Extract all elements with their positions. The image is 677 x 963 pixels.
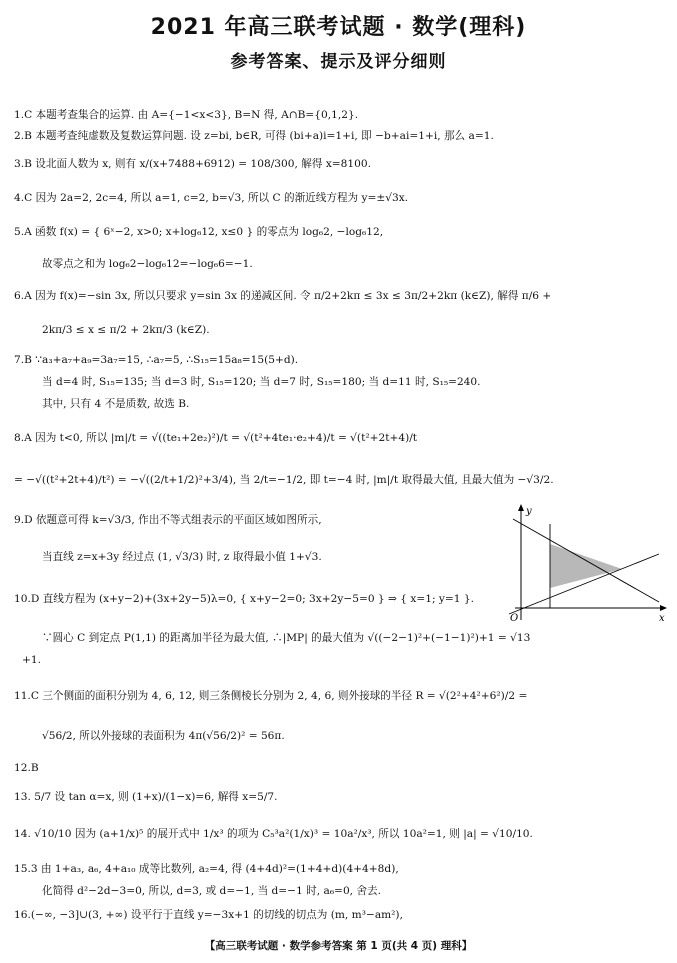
page-subtitle: 参考答案、提示及评分细则 [230,52,447,72]
answer-line-9b: 当直线 z=x+3y 经过点 (1, √3/3) 时, z 取得最小值 1+√3. [42,551,322,563]
answer-line-7c: 其中, 只有 4 不是质数, 故选 B. [42,398,190,410]
answer-line-1: 1.C 本题考查集合的运算. 由 A={−1<x<3}, B=N 得, A∩B={0,1,2}. [14,109,359,121]
page-title: 2021 年高三联考试题 · 数学(理科) [150,15,527,40]
answer-line-8b: = −√((t²+2t+4)/t²) = −√((2/t+1/2)²+3/4), 当 2/t=−1/2, 即 t=−4 时, |m|/t 取得最大值, 且最大值为 −√3/2. [14,474,554,486]
x-axis-arrow [660,605,667,611]
answer-line-10: 10.D 直线方程为 (x+y−2)+(3x+2y−5)λ=0, { x+y−2=0; 3x+2y−5=0 } ⇒ { x=1; y=1 }. [14,593,474,605]
answer-line-4: 4.C 因为 2a=2, 2c=4, 所以 a=1, c=2, b=√3, 所以 C 的渐近线方程为 y=±√3x. [14,192,409,204]
boundary-line-1 [513,519,659,602]
answer-line-14: 14. √10/10 因为 (a+1/x)⁵ 的展开式中 1/x³ 的项为 C₅³a²(1/x)³ = 10a²/x³, 所以 10a²=1, 则 |a| = √10/10. [14,828,533,840]
feasible-region-figure [507,504,667,624]
y-axis-arrow [518,504,524,511]
page-footer: 【高三联考试题 · 数学参考答案 第 1 页(共 4 页) 理科】 [204,940,473,952]
y-axis-label: y [526,506,532,517]
answer-line-2: 2.B 本题考查纯虚数及复数运算问题. 设 z=bi, b∈R, 可得 (bi+a)i=1+i, 即 −b+ai=1+i, 那么 a=1. [14,130,494,142]
answer-line-3: 3.B 设北面人数为 x, 则有 x/(x+7488+6912) = 108/300, 解得 x=8100. [14,158,372,170]
origin-label: O [510,613,519,624]
answer-line-13: 13. 5/7 设 tan α=x, 则 (1+x)/(1−x)=6, 解得 x=5/7. [14,791,278,803]
answer-line-6b: 2kπ/3 ≤ x ≤ π/2 + 2kπ/3 (k∈Z). [42,324,210,336]
answer-line-9: 9.D 依题意可得 k=√3/3, 作出不等式组表示的平面区域如图所示, [14,514,322,526]
answer-line-10c: +1. [22,654,41,666]
answer-line-12: 12.B [14,762,39,774]
answer-line-8: 8.A 因为 t<0, 所以 |m|/t = √((te₁+2e₂)²)/t = √(t²+4te₁·e₂+4)/t = √(t²+2t+4)/t [14,432,418,444]
answer-line-11: 11.C 三个侧面的面积分别为 4, 6, 12, 则三条侧棱长分别为 2, 4, 6, 则外接球的半径 R = √(2²+4²+6²)/2 = [14,690,528,702]
answer-line-5b: 故零点之和为 log₆2−log₆12=−log₆6=−1. [42,258,253,270]
shaded-region [550,544,622,588]
answer-line-15: 15.3 由 1+a₃, a₆, 4+a₁₀ 成等比数列, a₂=4, 得 (4+4d)²=(1+4+d)(4+4+8d), [14,863,399,875]
answer-line-7b: 当 d=4 时, S₁₅=135; 当 d=3 时, S₁₅=120; 当 d=7 时, S₁₅=180; 当 d=11 时, S₁₅=240. [42,376,481,388]
answer-line-10b: ∵圆心 C 到定点 P(1,1) 的距离加半径为最大值, ∴|MP| 的最大值为 √((−2−1)²+(−1−1)²)+1 = √13 [42,632,531,644]
answer-line-7: 7.B ∵a₃+a₇+a₉=3a₇=15, ∴a₇=5, ∴S₁₅=15a₈=15(5+d). [14,354,299,366]
answer-line-15b: 化简得 d²−2d−3=0, 所以, d=3, 或 d=−1, 当 d=−1 时, a₆=0, 舍去. [42,885,381,897]
x-axis-label: x [659,613,665,624]
answer-line-5: 5.A 函数 f(x) = { 6ˣ−2, x>0; x+log₆12, x≤0 } 的零点为 log₆2, −log₆12, [14,226,384,238]
answer-line-16: 16.(−∞, −3]∪(3, +∞) 设平行于直线 y=−3x+1 的切线的切点为 (m, m³−am²), [14,909,403,921]
answer-line-11b: √56/2, 所以外接球的表面积为 4π(√56/2)² = 56π. [42,730,285,742]
answer-line-6: 6.A 因为 f(x)=−sin 3x, 所以只要求 y=sin 3x 的递减区间. 令 π/2+2kπ ≤ 3x ≤ 3π/2+2kπ (k∈Z), 解得 π/6 + [14,290,552,302]
